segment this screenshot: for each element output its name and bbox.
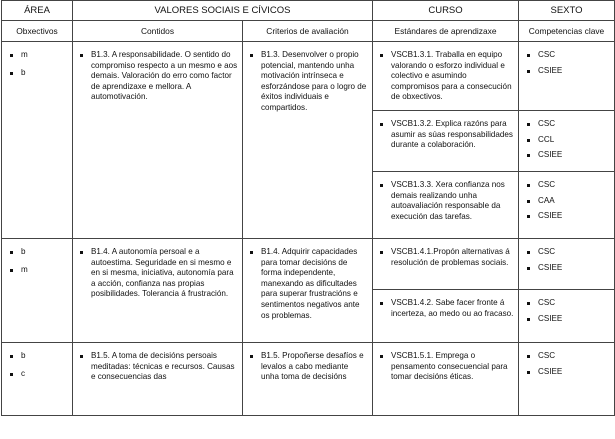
standard-cell <box>373 290 519 343</box>
table-row <box>2 239 615 290</box>
standard-cell <box>373 239 519 290</box>
criteria-column-header: Criterios de avaliación <box>243 21 373 42</box>
competence-item: CSIEE <box>525 211 610 222</box>
competence-item: CSIEE <box>525 314 610 325</box>
objective-item: b <box>8 68 68 79</box>
criterion-text: B1.3. Desenvolver o propio potencial, mantendo unha motivación intrínseca e esforzándose para o logro de éxitos individuais e compartidos. <box>249 50 368 114</box>
competence-item: CSC <box>525 247 610 258</box>
criterion-text: B1.4. Adquirir capacidades para tomar decisións de forma independente, manexando as dificultades para superar frustracións e sentimentos negativos ante os problemas. <box>249 247 368 321</box>
competences-cell <box>519 42 615 111</box>
course-header: CURSO <box>373 1 519 21</box>
competence-item: CCL <box>525 135 610 146</box>
content-text: B1.3. A responsabilidade. O sentido do compromiso respecto a un mesmo e aos demais. Valoración do erro como factor de aprendizaxe e mellora. A automotivación. <box>79 50 238 103</box>
area-header: ÁREA <box>2 1 73 21</box>
objectives-cell <box>2 42 73 239</box>
competences-cell <box>519 343 615 416</box>
content-cell <box>73 343 243 416</box>
objectives-column-header: Obxectivos <box>2 21 73 42</box>
competences-cell <box>519 239 615 290</box>
competence-item: CSIEE <box>525 367 610 378</box>
standard-text: VSCB1.3.1. Traballa en equipo valorando o esforzo individual e colectivo e asumindo compromisos para a consecución de obxectivos. <box>379 50 514 103</box>
objective-item: b <box>8 351 68 362</box>
content-text: B1.5. A toma de decisións persoais meditadas: técnicas e recursos. Causas e consecuencias das <box>79 351 238 383</box>
standard-text: VSCB1.3.3. Xera confianza nos demais realizando unha autoavaliación responsable da execución das tarefas. <box>379 180 514 222</box>
competence-item: CSIEE <box>525 150 610 161</box>
competence-item: CSC <box>525 298 610 309</box>
content-cell <box>73 239 243 343</box>
competence-item: CAA <box>525 196 610 207</box>
competence-item: CSIEE <box>525 263 610 274</box>
curriculum-table <box>1 0 615 416</box>
standard-cell <box>373 42 519 111</box>
contents-column-header: Contidos <box>73 21 243 42</box>
criterion-cell <box>243 42 373 239</box>
competences-cell <box>519 290 615 343</box>
competence-item: CSIEE <box>525 66 610 77</box>
content-cell <box>73 42 243 239</box>
competences-cell <box>519 172 615 239</box>
standard-cell <box>373 172 519 239</box>
objective-item: c <box>8 369 68 380</box>
competences-cell <box>519 111 615 172</box>
objective-item: b <box>8 247 68 258</box>
table-row <box>2 42 615 111</box>
competence-item: CSC <box>525 119 610 130</box>
criterion-cell <box>243 343 373 416</box>
objectives-cell <box>2 239 73 343</box>
objective-item: m <box>8 265 68 276</box>
competence-item: CSC <box>525 351 610 362</box>
standard-text: VSCB1.4.2. Sabe facer fronte á incerteza, ao medo ou ao fracaso. <box>379 298 514 319</box>
table-row <box>2 343 615 416</box>
objectives-cell <box>2 343 73 416</box>
standards-column-header: Estándares de aprendizaxe <box>373 21 519 42</box>
standard-text: VSCB1.5.1. Emprega o pensamento consecuencial para tomar decisións éticas. <box>379 351 514 383</box>
criterion-cell <box>243 239 373 343</box>
grade-header: SEXTO <box>519 1 615 21</box>
competence-item: CSC <box>525 180 610 191</box>
content-text: B1.4. A autonomía persoal e a autoestima. Seguridade en si mesmo e en si mesma, iniciativa, autonomía para a acción, confianza nas propias posibilidades. Tolerancia á frustración. <box>79 247 238 300</box>
competences-column-header: Competencias clave <box>519 21 615 42</box>
objective-item: m <box>8 50 68 61</box>
column-header-row <box>2 21 615 42</box>
standard-text: VSCB1.3.2. Explica razóns para asumir as súas responsabilidades durante a colaboración. <box>379 119 514 151</box>
standard-cell <box>373 343 519 416</box>
header-row <box>2 1 615 21</box>
standard-text: VSCB1.4.1.Propón alternativas á resolución de problemas sociais. <box>379 247 514 268</box>
standard-cell <box>373 111 519 172</box>
competence-item: CSC <box>525 50 610 61</box>
criterion-text: B1.5. Propoñerse desafíos e levalos a cabo mediante unha toma de decisións <box>249 351 368 383</box>
subject-header: VALORES SOCIAIS E CÍVICOS <box>73 1 373 21</box>
